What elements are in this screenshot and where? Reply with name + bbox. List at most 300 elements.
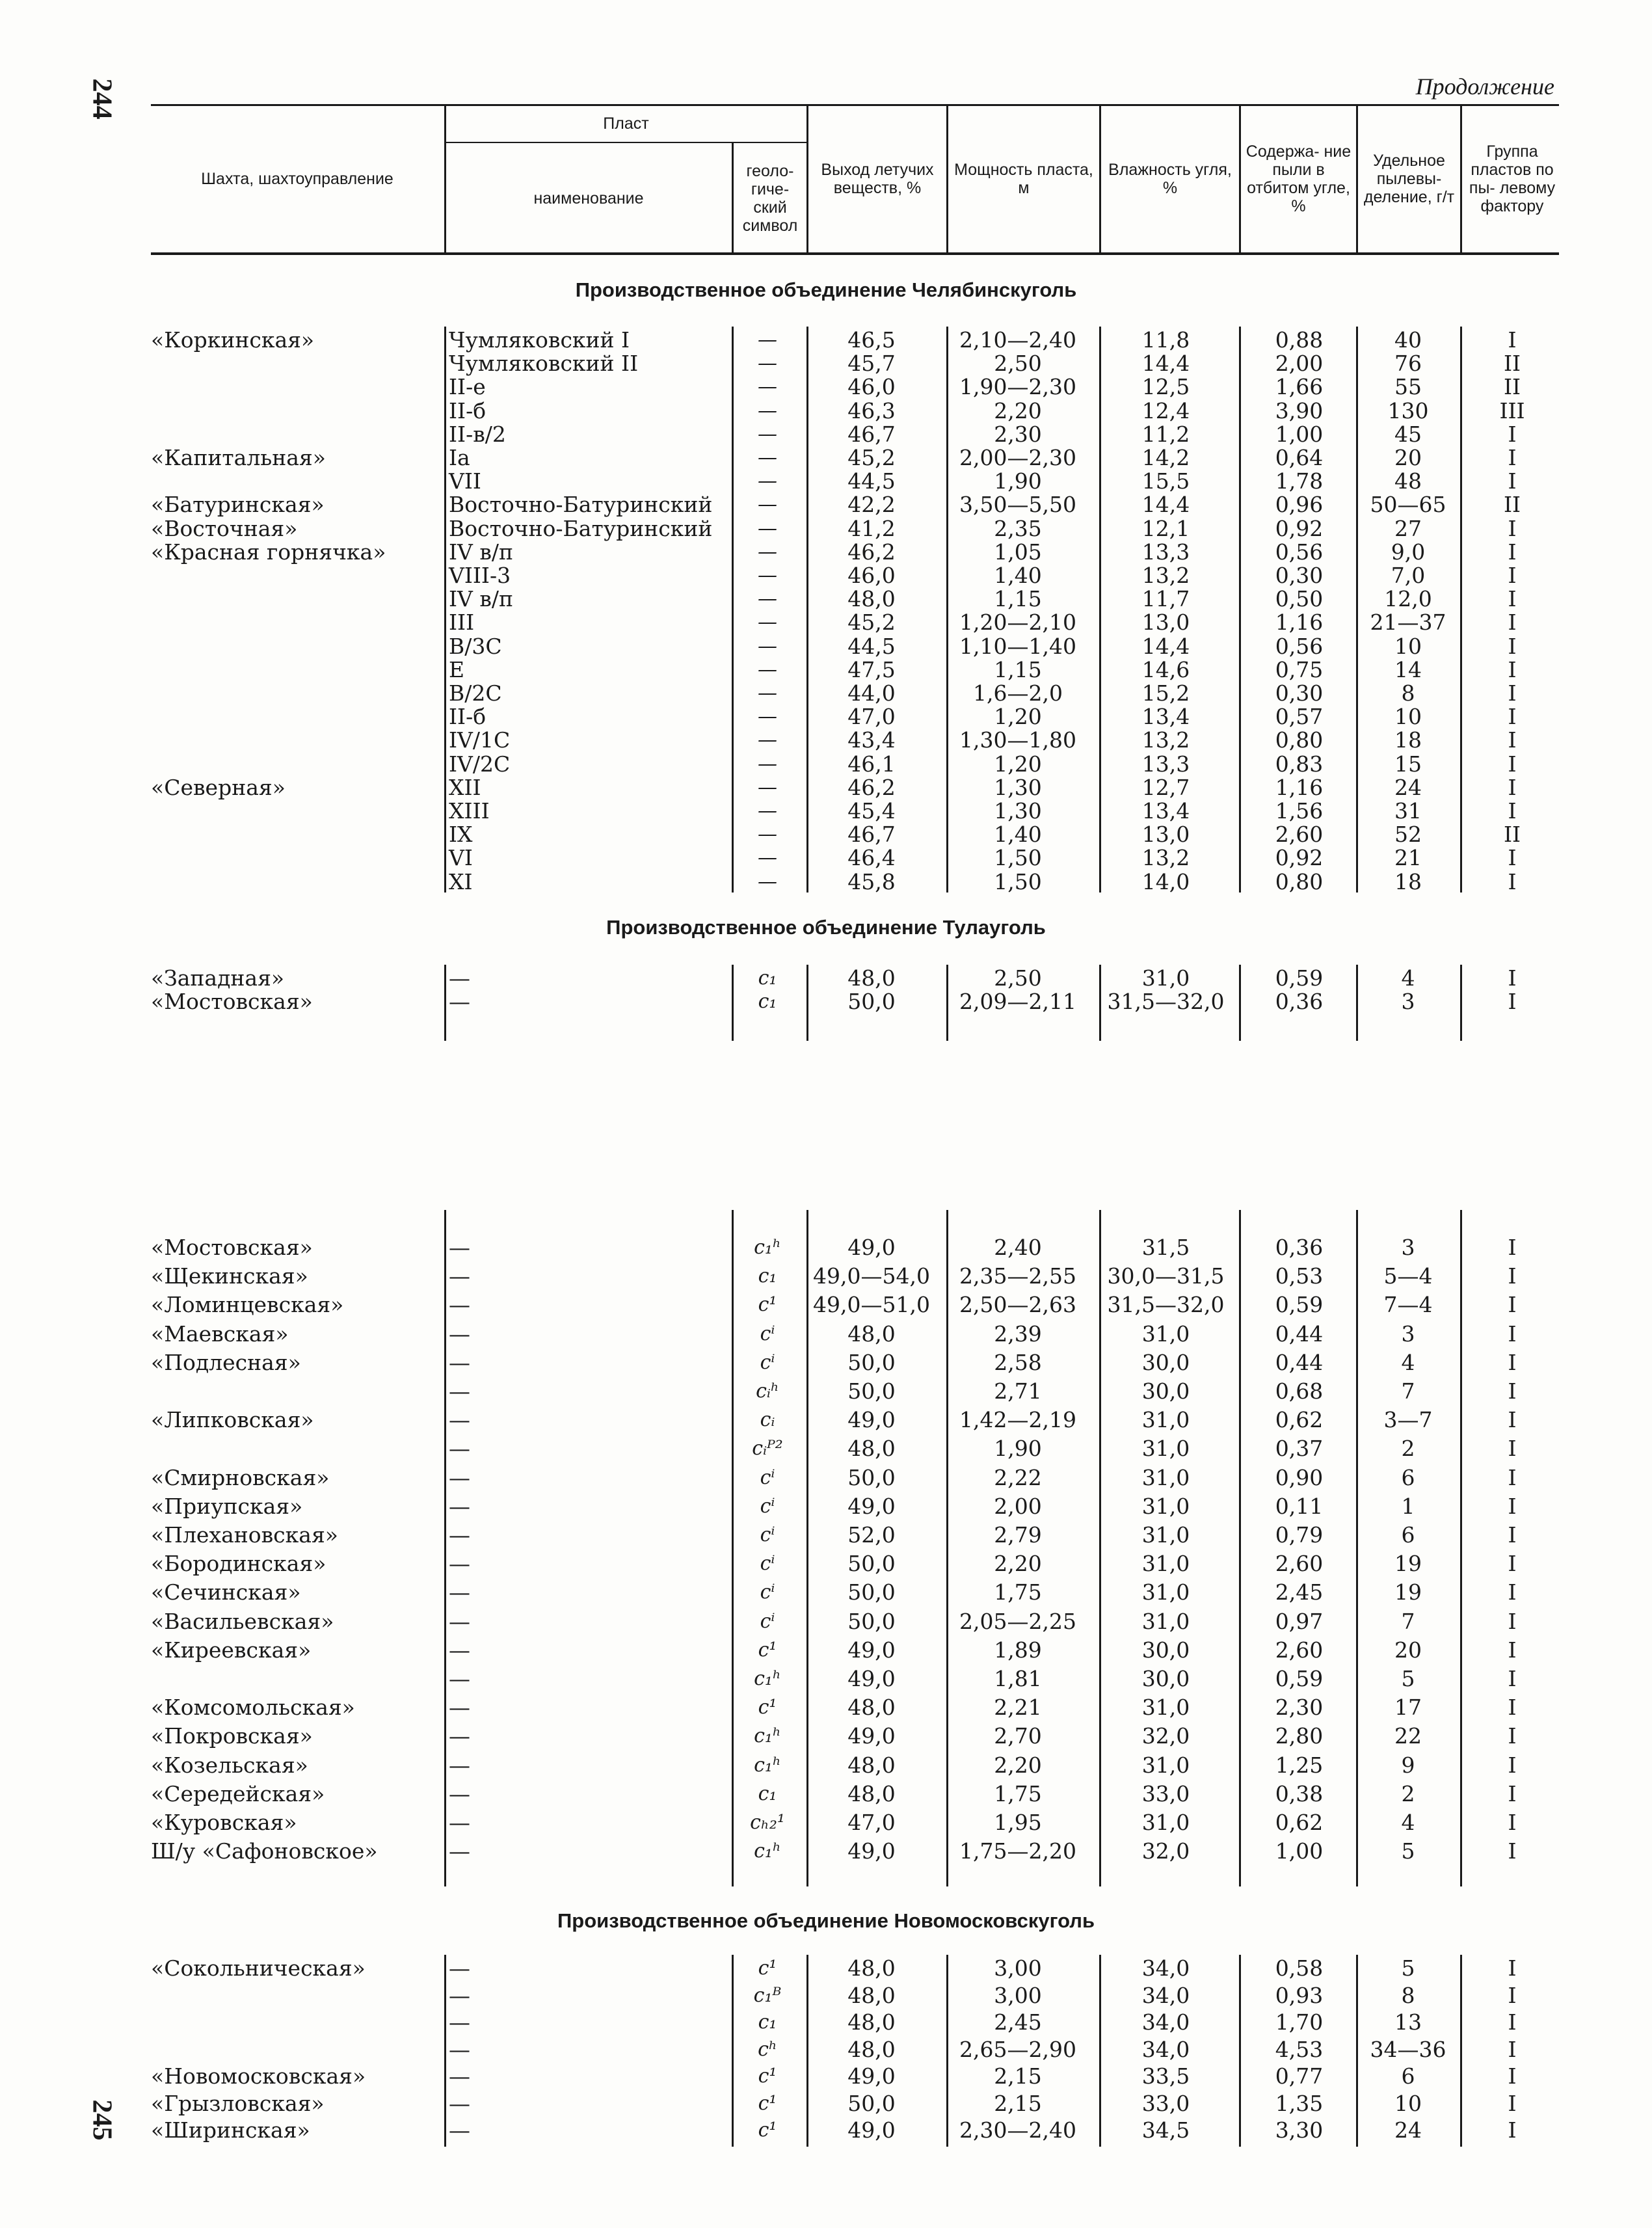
cell-geo: c¹ — [758, 1696, 777, 1719]
cell-thickness: 2,50 — [994, 965, 1042, 991]
table-row — [0, 1552, 1652, 1576]
cell-dust: 2,60 — [1275, 822, 1324, 847]
cell-specific: 20 — [1394, 1637, 1422, 1663]
cell-volatile: 48,0 — [847, 1781, 896, 1806]
cell-group: I — [1508, 563, 1517, 588]
cell-thickness: 2,58 — [994, 1350, 1042, 1375]
cell-volatile: 46,4 — [847, 845, 896, 870]
cell-specific: 48 — [1394, 468, 1422, 494]
cell-dust: 1,70 — [1275, 2009, 1324, 2035]
cell-group: I — [1508, 422, 1517, 447]
cell-humidity: 13,4 — [1141, 704, 1190, 729]
cell-thickness: 1,20 — [994, 751, 1042, 777]
table-row — [0, 990, 1652, 1013]
cell-mine: «Липковская» — [151, 1407, 314, 1432]
cell-specific: 8 — [1401, 1983, 1415, 2008]
cell-thickness: 2,09—2,11 — [959, 989, 1076, 1014]
cell-humidity: 30,0 — [1141, 1666, 1190, 1691]
header-mine: Шахта, шахтоуправление — [201, 170, 393, 188]
cell-thickness: 1,10—1,40 — [959, 634, 1076, 659]
cell-mine: «Подлесная» — [151, 1350, 301, 1375]
cell-thickness: 1,30—1,80 — [959, 727, 1076, 753]
table-row — [0, 1725, 1652, 1748]
cell-name: II-б — [449, 398, 486, 423]
cell-name: VI — [449, 845, 473, 870]
cell-thickness: 1,6—2,0 — [973, 680, 1063, 706]
cell-volatile: 48,0 — [847, 1955, 896, 1981]
cell-humidity: 12,1 — [1141, 516, 1190, 541]
cell-mine: «Сечинская» — [151, 1579, 301, 1605]
cell-group: I — [1508, 1781, 1517, 1806]
cell-geo: — — [758, 729, 777, 751]
cell-group: I — [1508, 1838, 1517, 1864]
cell-humidity: 30,0 — [1141, 1350, 1190, 1375]
cell-thickness: 2,70 — [994, 1723, 1042, 1749]
cell-group: I — [1508, 468, 1517, 494]
cell-group: I — [1508, 445, 1517, 470]
cell-volatile: 48,0 — [847, 586, 896, 611]
cell-geo: cₕ₂¹ — [750, 1811, 785, 1834]
cell-thickness: 2,10—2,40 — [959, 327, 1076, 353]
cell-geo: cⁱ — [760, 1610, 775, 1633]
cell-thickness: 2,45 — [994, 2009, 1042, 2035]
cell-mine: «Грызловская» — [151, 2091, 325, 2116]
cell-dust: 0,44 — [1275, 1321, 1324, 1347]
cell-group: I — [1508, 869, 1517, 894]
cell-humidity: 31,0 — [1141, 965, 1190, 991]
cell-group: II — [1503, 492, 1521, 517]
cell-specific: 15 — [1394, 751, 1422, 777]
cell-specific: 7—4 — [1383, 1292, 1433, 1317]
cell-group: I — [1508, 586, 1517, 611]
cell-group: I — [1508, 327, 1517, 353]
cell-humidity: 31,0 — [1141, 1810, 1190, 1835]
table-row — [0, 658, 1652, 682]
cell-volatile: 49,0 — [847, 1723, 896, 1749]
cell-geo: c¹ — [758, 1639, 777, 1661]
cell-thickness: 1,40 — [994, 822, 1042, 847]
cell-group: II — [1503, 374, 1521, 399]
cell-specific: 5 — [1401, 1838, 1415, 1864]
cell-mine: «Куровская» — [151, 1810, 297, 1835]
cell-thickness: 3,00 — [994, 1955, 1042, 1981]
cell-humidity: 13,3 — [1141, 751, 1190, 777]
cell-thickness: 2,65—2,90 — [959, 2037, 1076, 2062]
cell-specific: 3 — [1401, 989, 1415, 1014]
cell-thickness: 1,75—2,20 — [959, 1838, 1076, 1864]
header-humidity: Влажность угля, % — [1108, 161, 1232, 197]
table-row — [0, 375, 1652, 399]
cell-dust: 0,90 — [1275, 1465, 1324, 1490]
cell-mine: «Васильевская» — [151, 1609, 334, 1634]
cell-geo: cⁱ — [760, 1466, 775, 1489]
cell-specific: 6 — [1401, 1465, 1415, 1490]
table-row — [0, 1957, 1652, 1980]
cell-volatile: 49,0 — [847, 1838, 896, 1864]
table-row — [0, 2092, 1652, 2115]
cell-volatile: 48,0 — [847, 1436, 896, 1461]
cell-specific: 12,0 — [1384, 586, 1432, 611]
cell-volatile: 49,0 — [847, 1666, 896, 1691]
cell-name: II-б — [449, 704, 486, 729]
cell-thickness: 2,50 — [994, 351, 1042, 376]
cell-dust: 2,00 — [1275, 351, 1324, 376]
cell-geo: — — [758, 635, 777, 658]
cell-group: I — [1508, 1494, 1517, 1519]
header-group: Группа пластов по пы- левому фактору — [1469, 142, 1556, 215]
cell-geo: cⁱ — [760, 1581, 775, 1604]
cell-thickness: 2,05—2,25 — [959, 1609, 1076, 1634]
cell-specific: 19 — [1394, 1579, 1422, 1605]
cell-dust: 2,45 — [1275, 1579, 1324, 1605]
cell-mine: «Приупская» — [151, 1494, 303, 1519]
table-row — [0, 470, 1652, 493]
cell-mine: «Новомосковская» — [151, 2063, 366, 2089]
table-row — [0, 611, 1652, 634]
cell-humidity: 14,4 — [1141, 351, 1190, 376]
cell-humidity: 30,0—31,5 — [1107, 1263, 1225, 1289]
cell-volatile: 47,0 — [847, 704, 896, 729]
cell-specific: 7 — [1401, 1609, 1415, 1634]
cell-dust: 2,60 — [1275, 1551, 1324, 1576]
cell-dust: 2,80 — [1275, 1723, 1324, 1749]
cell-name: — — [449, 1781, 470, 1806]
table-row — [0, 1840, 1652, 1863]
cell-name: — — [449, 1321, 470, 1347]
cell-group: I — [1508, 989, 1517, 1014]
table-row — [0, 2119, 1652, 2142]
cell-name: — — [449, 989, 470, 1014]
cell-group: I — [1508, 775, 1517, 800]
cell-name: — — [449, 2091, 470, 2116]
cell-humidity: 31,0 — [1141, 1752, 1190, 1778]
cell-group: II — [1503, 351, 1521, 376]
cell-geo: c¹ — [758, 2065, 777, 2087]
hdr-divider — [1239, 104, 1241, 254]
cell-dust: 0,59 — [1275, 1292, 1324, 1317]
cell-dust: 0,80 — [1275, 869, 1324, 894]
table-row — [0, 776, 1652, 799]
cell-name: — — [449, 1350, 470, 1375]
cell-volatile: 47,0 — [847, 1810, 896, 1835]
cell-specific: 13 — [1394, 2009, 1422, 2035]
cell-name: IV в/п — [449, 539, 514, 565]
cell-name: Чумляковский II — [449, 351, 639, 376]
cell-humidity: 13,2 — [1141, 727, 1190, 753]
cell-name: — — [449, 1378, 470, 1404]
cell-group: I — [1508, 1321, 1517, 1347]
cell-group: I — [1508, 1263, 1517, 1289]
cell-specific: 27 — [1394, 516, 1422, 541]
cell-dust: 2,30 — [1275, 1695, 1324, 1720]
cell-thickness: 2,30 — [994, 422, 1042, 447]
cell-dust: 0,62 — [1275, 1407, 1324, 1432]
cell-dust: 0,80 — [1275, 727, 1324, 753]
hdr-divider — [1099, 104, 1101, 254]
cell-group: I — [1508, 539, 1517, 565]
hdr-divider — [1460, 104, 1462, 254]
cell-geo: c¹ — [758, 1957, 777, 1980]
cell-geo: — — [758, 658, 777, 681]
cell-humidity: 12,4 — [1141, 398, 1190, 423]
cell-humidity: 33,0 — [1141, 2091, 1190, 2116]
cell-dust: 1,78 — [1275, 468, 1324, 494]
table-row — [0, 329, 1652, 352]
cell-group: I — [1508, 1666, 1517, 1691]
cell-thickness: 2,39 — [994, 1321, 1042, 1347]
table-row — [0, 1322, 1652, 1346]
cell-specific: 52 — [1394, 822, 1422, 847]
table-row — [0, 823, 1652, 846]
cell-dust: 1,66 — [1275, 374, 1324, 399]
cell-humidity: 13,4 — [1141, 798, 1190, 824]
cell-group: I — [1508, 1522, 1517, 1548]
cell-name: IV в/п — [449, 586, 514, 611]
table-row — [0, 799, 1652, 823]
table-row — [0, 870, 1652, 894]
table-row — [0, 729, 1652, 752]
cell-dust: 0,92 — [1275, 845, 1324, 870]
cell-thickness: 1,20—2,10 — [959, 610, 1076, 635]
cell-volatile: 49,0—51,0 — [813, 1292, 930, 1317]
cell-mine: «Ломинцевская» — [151, 1292, 344, 1317]
cell-group: I — [1508, 845, 1517, 870]
cell-group: I — [1508, 1436, 1517, 1461]
table-row — [0, 705, 1652, 729]
cell-name: Восточно-Батуринский — [449, 516, 713, 541]
cell-volatile: 49,0 — [847, 2117, 896, 2143]
cell-group: I — [1508, 516, 1517, 541]
cell-dust: 0,30 — [1275, 563, 1324, 588]
cell-humidity: 11,2 — [1141, 422, 1190, 447]
cell-geo: — — [758, 776, 777, 799]
table-row — [0, 1437, 1652, 1460]
continuation-label: Продолжение — [1415, 74, 1554, 100]
cell-specific: 14 — [1394, 657, 1422, 682]
cell-dust: 1,00 — [1275, 1838, 1324, 1864]
cell-name: — — [449, 1609, 470, 1634]
table-row — [0, 1782, 1652, 1806]
cell-volatile: 50,0 — [847, 989, 896, 1014]
cell-volatile: 50,0 — [847, 1579, 896, 1605]
cell-group: I — [1508, 1637, 1517, 1663]
cell-mine: «Мостовская» — [151, 1235, 313, 1260]
cell-name: — — [449, 1838, 470, 1864]
cell-mine: «Бородинская» — [151, 1551, 326, 1576]
cell-group: I — [1508, 1810, 1517, 1835]
cell-name: IX — [449, 822, 473, 847]
cell-thickness: 2,22 — [994, 1465, 1042, 1490]
table-row — [0, 682, 1652, 705]
cell-name: Е — [449, 657, 465, 682]
cell-group: I — [1508, 610, 1517, 635]
cell-group: III — [1499, 398, 1525, 423]
cell-thickness: 1,90—2,30 — [959, 374, 1076, 399]
cell-specific: 18 — [1394, 727, 1422, 753]
cell-specific: 3—7 — [1383, 1407, 1433, 1432]
cell-thickness: 2,50—2,63 — [959, 1292, 1076, 1317]
cell-mine: «Мостовская» — [151, 989, 313, 1014]
cell-geo: cⁱ — [760, 1351, 775, 1374]
table-row — [0, 1667, 1652, 1691]
header-seam-name: наименование — [533, 189, 644, 208]
cell-volatile: 48,0 — [847, 2009, 896, 2035]
cell-volatile: 46,2 — [847, 775, 896, 800]
cell-thickness: 2,35 — [994, 516, 1042, 541]
cell-dust: 4,53 — [1275, 2037, 1324, 2062]
cell-dust: 1,00 — [1275, 422, 1324, 447]
cell-humidity: 33,0 — [1141, 1781, 1190, 1806]
cell-mine: «Сокольническая» — [151, 1955, 366, 1981]
cell-volatile: 46,7 — [847, 422, 896, 447]
cell-name: — — [449, 1263, 470, 1289]
cell-volatile: 46,0 — [847, 374, 896, 399]
cell-humidity: 31,5—32,0 — [1107, 1292, 1225, 1317]
cell-name: — — [449, 1983, 470, 2008]
cell-group: I — [1508, 965, 1517, 991]
cell-name: Iа — [449, 445, 470, 470]
table-row — [0, 352, 1652, 375]
cell-group: I — [1508, 727, 1517, 753]
cell-group: I — [1508, 2009, 1517, 2035]
cell-specific: 22 — [1394, 1723, 1422, 1749]
cell-group: I — [1508, 1292, 1517, 1317]
cell-geo: cⁱ — [760, 1322, 775, 1345]
cell-geo: — — [758, 799, 777, 822]
cell-volatile: 49,0 — [847, 1494, 896, 1519]
cell-dust: 0,38 — [1275, 1781, 1324, 1806]
cell-humidity: 31,0 — [1141, 1494, 1190, 1519]
cell-dust: 2,60 — [1275, 1637, 1324, 1663]
cell-geo: — — [758, 352, 777, 375]
cell-volatile: 49,0 — [847, 1637, 896, 1663]
cell-dust: 0,75 — [1275, 657, 1324, 682]
cell-specific: 4 — [1401, 1350, 1415, 1375]
cell-thickness: 2,20 — [994, 1551, 1042, 1576]
cell-specific: 24 — [1394, 2117, 1422, 2143]
cell-dust: 0,56 — [1275, 539, 1324, 565]
cell-dust: 0,36 — [1275, 1235, 1324, 1260]
cell-group: I — [1508, 751, 1517, 777]
hdr-divider — [946, 104, 948, 254]
cell-thickness: 1,15 — [994, 657, 1042, 682]
header-top-rule — [151, 104, 1559, 106]
cell-name: — — [449, 1637, 470, 1663]
table-row — [0, 1639, 1652, 1662]
cell-specific: 18 — [1394, 869, 1422, 894]
cell-geo: c₁ʰ — [754, 1725, 781, 1747]
cell-geo: c₁ — [758, 990, 777, 1013]
cell-volatile: 46,2 — [847, 539, 896, 565]
cell-dust: 1,25 — [1275, 1752, 1324, 1778]
cell-volatile: 45,8 — [847, 869, 896, 894]
cell-specific: 5—4 — [1383, 1263, 1433, 1289]
cell-specific: 9 — [1401, 1752, 1415, 1778]
cell-specific: 5 — [1401, 1666, 1415, 1691]
cell-humidity: 31,0 — [1141, 1465, 1190, 1490]
cell-volatile: 48,0 — [847, 1752, 896, 1778]
cell-thickness: 2,00—2,30 — [959, 445, 1076, 470]
cell-thickness: 1,89 — [994, 1637, 1042, 1663]
cell-volatile: 48,0 — [847, 1695, 896, 1720]
cell-mine: «Маевская» — [151, 1321, 289, 1347]
cell-specific: 4 — [1401, 1810, 1415, 1835]
cell-name: — — [449, 1551, 470, 1576]
cell-group: I — [1508, 1551, 1517, 1576]
table-row — [0, 753, 1652, 776]
cell-mine: «Покровская» — [151, 1723, 313, 1749]
table-row — [0, 1236, 1652, 1259]
cell-mine: «Щекинская» — [151, 1263, 308, 1289]
cell-specific: 40 — [1394, 327, 1422, 353]
cell-dust: 0,83 — [1275, 751, 1324, 777]
cell-dust: 0,92 — [1275, 516, 1324, 541]
cell-specific: 20 — [1394, 445, 1422, 470]
cell-volatile: 47,5 — [847, 657, 896, 682]
cell-group: I — [1508, 1407, 1517, 1432]
table-row — [0, 2011, 1652, 2034]
cell-specific: 7 — [1401, 1378, 1415, 1404]
cell-humidity: 31,0 — [1141, 1609, 1190, 1634]
page-number-bottom: 245 — [87, 2099, 117, 2141]
cell-name: VII — [449, 468, 481, 494]
cell-humidity: 13,2 — [1141, 563, 1190, 588]
cell-specific: 10 — [1394, 704, 1422, 729]
cell-volatile: 48,0 — [847, 1321, 896, 1347]
cell-mine: «Западная» — [151, 965, 285, 991]
cell-specific: 4 — [1401, 965, 1415, 991]
cell-dust: 0,11 — [1275, 1494, 1324, 1519]
cell-name: XII — [449, 775, 481, 800]
cell-humidity: 13,0 — [1141, 822, 1190, 847]
cell-thickness: 2,20 — [994, 1752, 1042, 1778]
cell-geo: cⁱ — [760, 1495, 775, 1518]
cell-dust: 0,93 — [1275, 1983, 1324, 2008]
cell-geo: — — [758, 846, 777, 869]
cell-volatile: 49,0 — [847, 1407, 896, 1432]
cell-geo: c¹ — [758, 2119, 777, 2141]
section-title: Производственное объединение Тулауголь — [606, 916, 1046, 939]
cell-humidity: 31,0 — [1141, 1551, 1190, 1576]
table-row — [0, 1466, 1652, 1490]
cell-geo: c¹ — [758, 2092, 777, 2115]
cell-humidity: 31,0 — [1141, 1436, 1190, 1461]
table-row — [0, 1265, 1652, 1288]
cell-dust: 0,37 — [1275, 1436, 1324, 1461]
cell-volatile: 43,4 — [847, 727, 896, 753]
cell-thickness: 1,50 — [994, 845, 1042, 870]
cell-group: I — [1508, 2117, 1517, 2143]
table-row — [0, 1293, 1652, 1317]
cell-geo: c₁ʰ — [754, 1754, 781, 1777]
cell-specific: 10 — [1394, 634, 1422, 659]
cell-thickness: 1,90 — [994, 468, 1042, 494]
cell-specific: 55 — [1394, 374, 1422, 399]
cell-name: — — [449, 1579, 470, 1605]
table-row — [0, 423, 1652, 446]
cell-thickness: 2,15 — [994, 2091, 1042, 2116]
cell-volatile: 46,3 — [847, 398, 896, 423]
table-row — [0, 587, 1652, 611]
cell-volatile: 50,0 — [847, 1465, 896, 1490]
cell-humidity: 31,0 — [1141, 1579, 1190, 1605]
cell-thickness: 1,20 — [994, 704, 1042, 729]
cell-thickness: 2,79 — [994, 1522, 1042, 1548]
cell-specific: 21 — [1394, 845, 1422, 870]
cell-volatile: 48,0 — [847, 1983, 896, 2008]
table-row — [0, 1408, 1652, 1432]
cell-specific: 21—37 — [1370, 610, 1446, 635]
